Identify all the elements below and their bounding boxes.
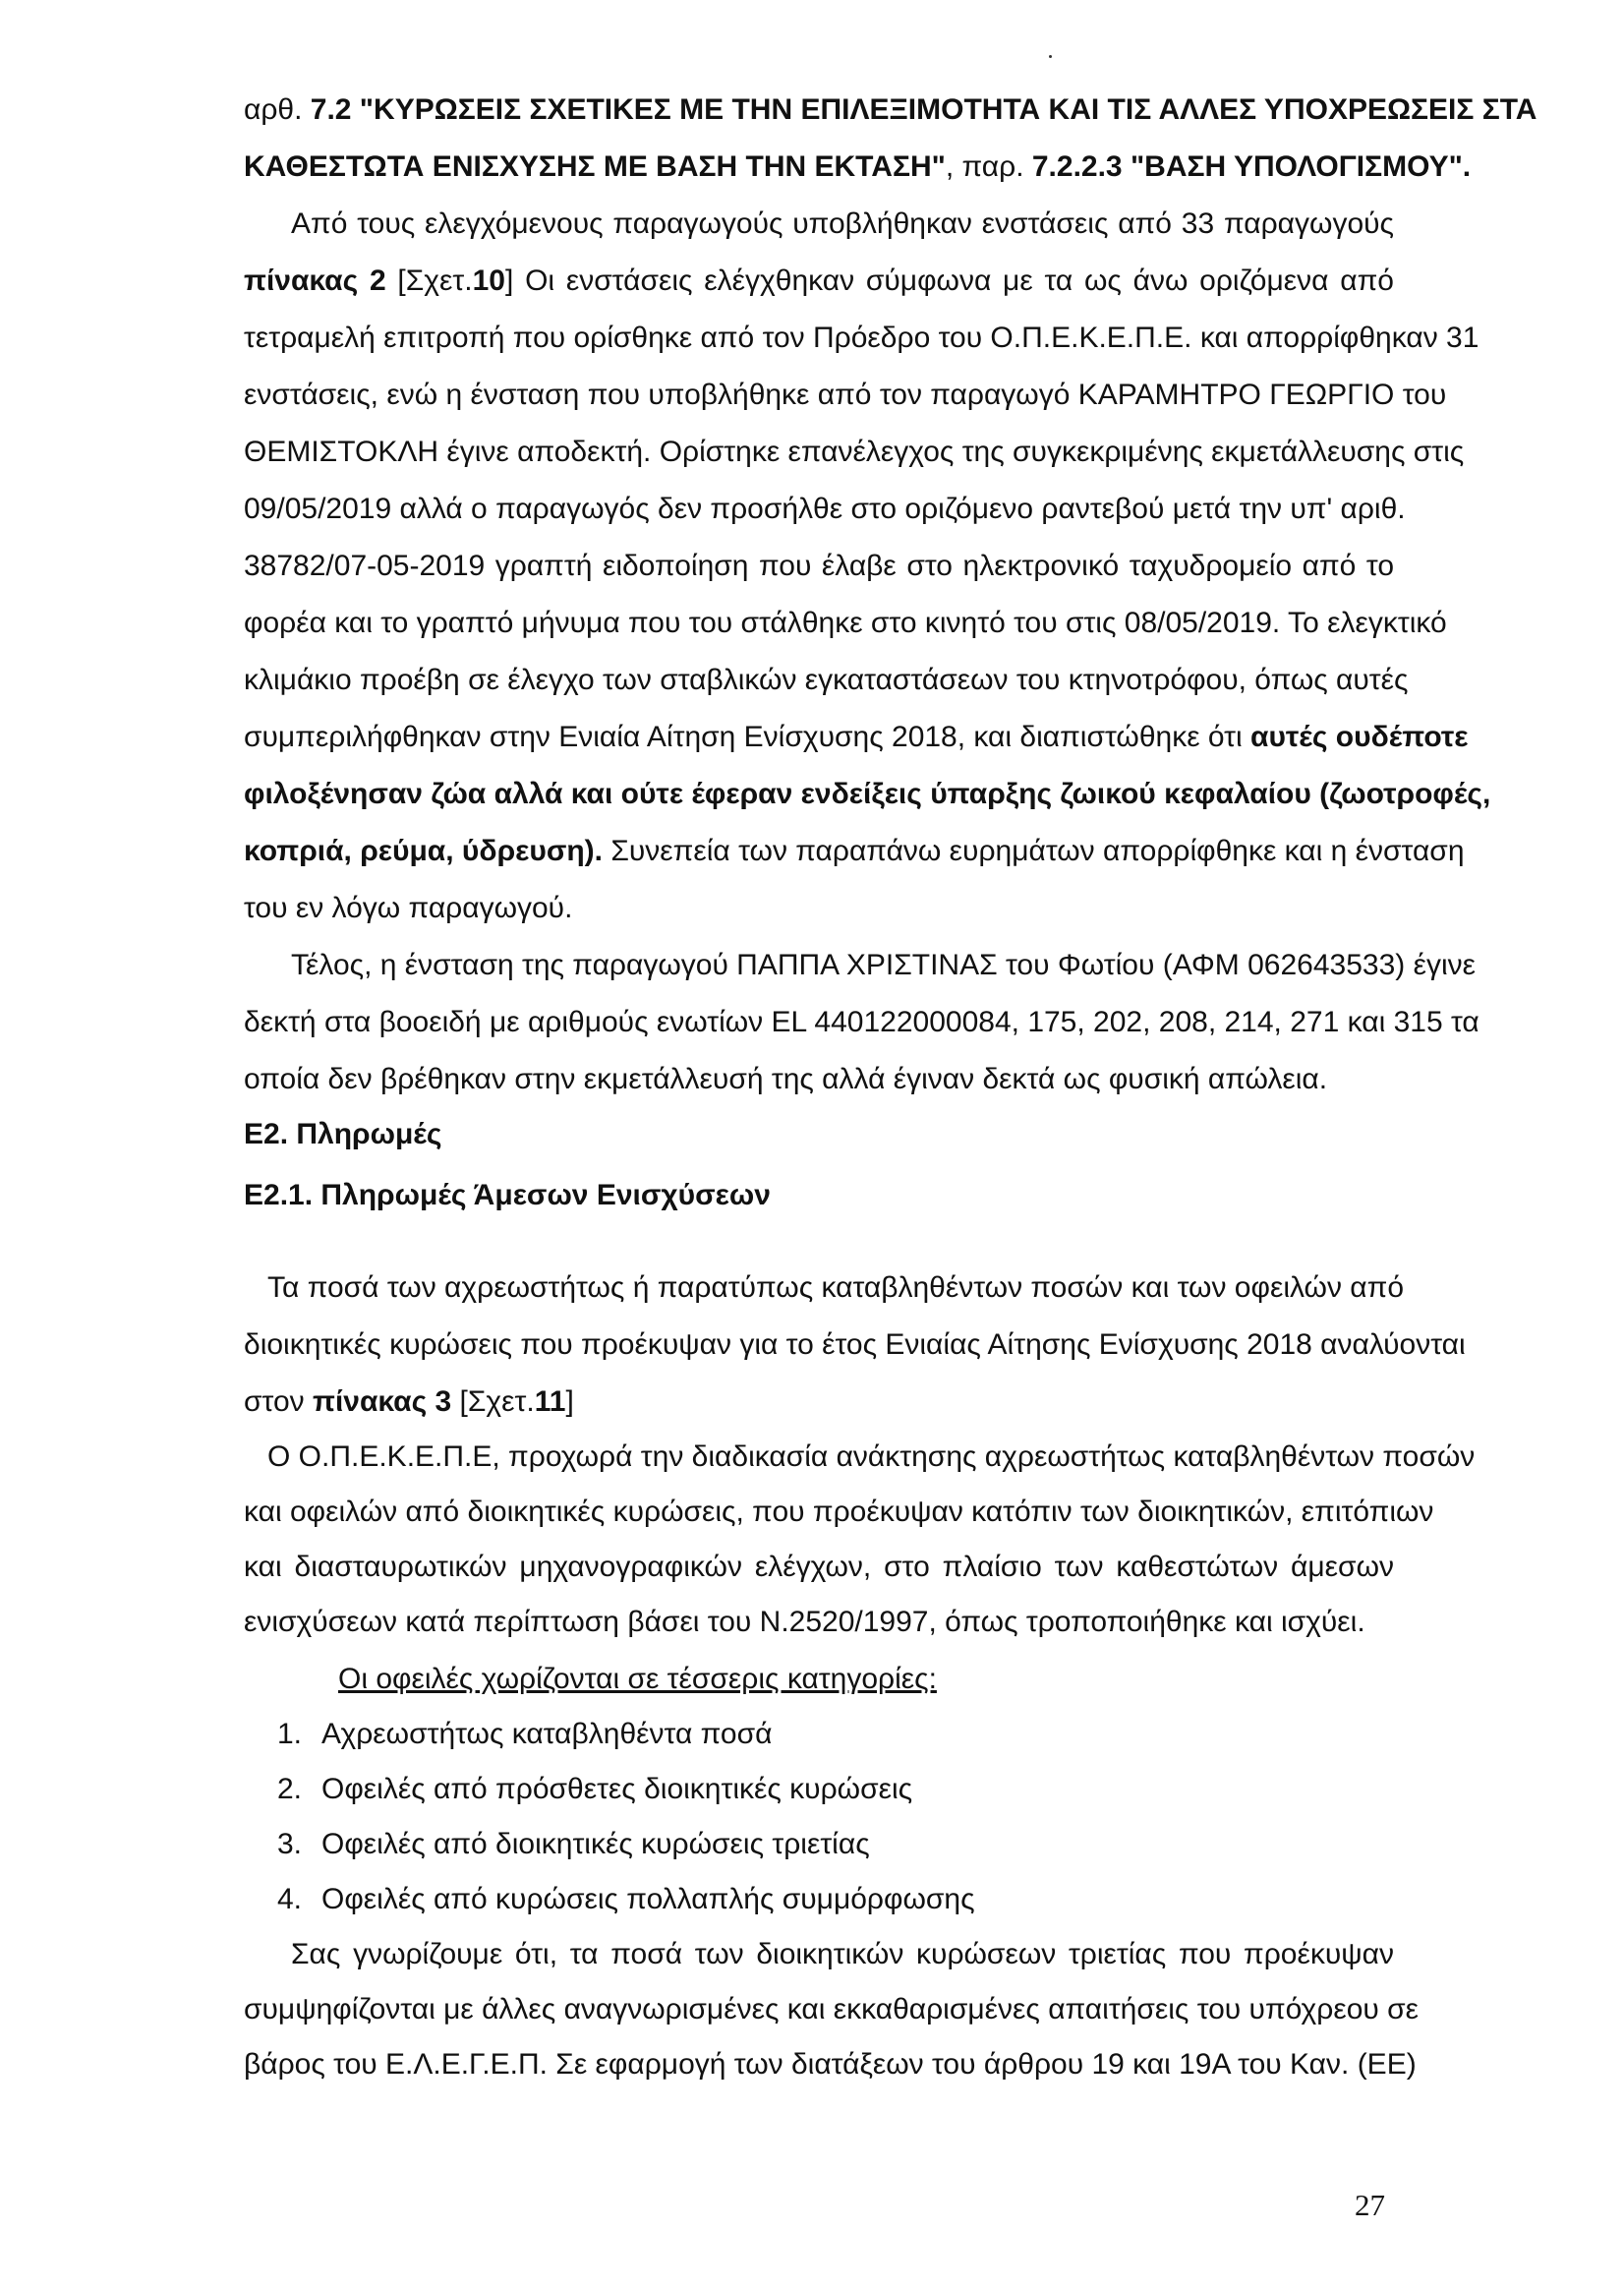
text: στον bbox=[244, 1385, 313, 1418]
list-number: 3. bbox=[277, 1828, 303, 1860]
list-item bbox=[277, 1880, 1427, 1919]
text: , παρ. bbox=[945, 150, 1032, 183]
list-item bbox=[277, 1715, 1427, 1754]
paragraph-line: οποία δεν βρέθηκαν στην εκμετάλλευσή της αλλά έγιναν δεκτά ως φυσική απώλεια. bbox=[244, 1063, 1328, 1095]
text: 7.2.2.3 "ΒΑΣΗ ΥΠΟΛΟΓΙΣΜΟΥ". bbox=[1031, 150, 1472, 183]
paragraph-line: ενισχύσεων κατά περίπτωση βάσει του Ν.2520/1997, όπως τροποποιήθηκε και ισχύει. bbox=[244, 1606, 1365, 1638]
list-text: Οφειλές από διοικητικές κυρώσεις τριετίας bbox=[321, 1828, 870, 1860]
paragraph-line: 38782/07-05-2019 γραπτή ειδοποίηση που έλαβε στο ηλεκτρονικό ταχυδρομείο από το bbox=[244, 550, 1394, 582]
paragraph-line: δεκτή στα βοοειδή με αριθμούς ενωτίων EL 440122000084, 175, 202, 208, 214, 271 και 315 τα bbox=[244, 1006, 1479, 1038]
paragraph-line: Τα ποσά των αχρεωστήτως ή παρατύπως καταβληθέντων ποσών και των οφειλών από bbox=[267, 1271, 1405, 1304]
paragraph-line: Από τους ελεγχόμενους παραγωγούς υποβλήθηκαν ενστάσεις από 33 παραγωγούς bbox=[291, 207, 1394, 240]
text: 10 bbox=[472, 264, 505, 297]
text: αρθ. bbox=[244, 93, 311, 126]
paragraph-line: ενστάσεις, ενώ η ένσταση που υποβλήθηκε από τον παραγωγό ΚΑΡΑΜΗΤΡΟ ΓΕΩΡΓΙΟ του bbox=[244, 379, 1447, 411]
list-title: Οι οφειλές χωρίζονται σε τέσσερις κατηγορίες: bbox=[338, 1663, 937, 1695]
list-number: 1. bbox=[277, 1718, 303, 1750]
paragraph-line: Ο Ο.Π.Ε.Κ.Ε.Π.Ε, προχωρά την διαδικασία ανάκτησης αχρεωστήτως καταβληθέντων ποσών bbox=[267, 1440, 1476, 1473]
text: [Σχετ. bbox=[451, 1385, 535, 1418]
paragraph-line: συμψηφίζονται με άλλες αναγνωρισμένες και εκκαθαρισμένες απαιτήσεις του υπόχρεου σε bbox=[244, 1993, 1420, 2025]
paragraph-line: και διασταυρωτικών μηχανογραφικών ελέγχων, στο πλαίσιο των καθεστώτων άμεσων bbox=[244, 1551, 1394, 1583]
paragraph-line: διοικητικές κυρώσεις που προέκυψαν για το έτος Ενιαίας Αίτησης Ενίσχυσης 2018 αναλύονται bbox=[244, 1328, 1466, 1361]
list-item bbox=[277, 1770, 1427, 1809]
text: συμπεριλήφθηκαν στην Ενιαία Αίτηση Ενίσχυσης 2018, και διαπιστώθηκε ότι bbox=[244, 721, 1251, 753]
paragraph-line: και οφειλών από διοικητικές κυρώσεις, που προέκυψαν κατόπιν των διοικητικών, επιτόπιων bbox=[244, 1496, 1434, 1528]
text: ] bbox=[565, 1385, 574, 1418]
text: 11 bbox=[534, 1385, 566, 1418]
text: κοπριά, ρεύμα, ύδρευση). bbox=[244, 835, 604, 867]
paragraph-line: φορέα και το γραπτό μήνυμα που του στάλθηκε στο κινητό του στις 08/05/2019. Το ελεγκτικό bbox=[244, 607, 1447, 639]
list-text: Οφειλές από κυρώσεις πολλαπλής συμμόρφωσης bbox=[321, 1883, 975, 1915]
paragraph-line: 09/05/2019 αλλά ο παραγωγός δεν προσήλθε στο οριζόμενο ραντεβού μετά την υπ' αριθ. bbox=[244, 493, 1406, 525]
text: πίνακας 2 bbox=[244, 264, 386, 297]
heading-line bbox=[244, 90, 1537, 130]
page-number: 27 bbox=[1355, 2188, 1385, 2222]
paragraph-line: Σας γνωρίζουμε ότι, τα ποσά των διοικητικών κυρώσεων τριετίας που προέκυψαν bbox=[291, 1938, 1394, 1970]
paragraph-line: Τέλος, η ένσταση της παραγωγού ΠΑΠΠΑ ΧΡΙΣΤΙΝΑΣ του Φωτίου (ΑΦΜ 062643533) έγινε bbox=[291, 949, 1477, 981]
text: 7.2 "ΚΥΡΩΣΕΙΣ ΣΧΕΤΙΚΕΣ ΜΕ ΤΗΝ ΕΠΙΛΕΞΙΜΟΤΗΤΑ ΚΑΙ ΤΙΣ ΑΛΛΕΣ ΥΠΟΧΡΕΩΣΕΙΣ ΣΤΑ bbox=[310, 93, 1537, 126]
paragraph-line bbox=[244, 1382, 1394, 1422]
text: ] Οι ενστάσεις ελέγχθηκαν σύμφωνα με τα ως άνω οριζόμενα από bbox=[504, 264, 1394, 297]
list-text: Αχρεωστήτως καταβληθέντα ποσά bbox=[321, 1718, 773, 1750]
text: πίνακας 3 bbox=[312, 1385, 452, 1418]
paragraph-line: βάρος του Ε.Λ.Ε.Γ.Ε.Π. Σε εφαρμογή των διατάξεων του άρθρου 19 και 19Α του Καν. (ΕΕ) bbox=[244, 2048, 1417, 2081]
paragraph-line bbox=[244, 832, 1465, 871]
section-heading: Ε2. Πληρωμές bbox=[244, 1118, 442, 1150]
heading-line bbox=[244, 147, 1472, 187]
text: Συνεπεία των παραπάνω ευρημάτων απορρίφθηκε και η ένσταση bbox=[603, 835, 1465, 867]
list-number: 2. bbox=[277, 1773, 303, 1805]
paragraph-line: ΘΕΜΙΣΤΟΚΛΗ έγινε αποδεκτή. Ορίστηκε επανέλεγχος της συγκεκριμένης εκμετάλλευσης στις bbox=[244, 436, 1465, 468]
paragraph-line bbox=[244, 262, 1394, 301]
paragraph-line: φιλοξένησαν ζώα αλλά και ούτε έφεραν ενδείξεις ύπαρξης ζωικού κεφαλαίου (ζωοτροφές, bbox=[244, 778, 1491, 810]
paragraph-line: κλιμάκιο προέβη σε έλεγχο των σταβλικών εγκαταστάσεων του κτηνοτρόφου, όπως αυτές bbox=[244, 664, 1409, 696]
list-item bbox=[277, 1825, 1427, 1864]
text: ΚΑΘΕΣΤΩΤΑ ΕΝΙΣΧΥΣΗΣ ΜΕ ΒΑΣΗ ΤΗΝ ΕΚΤΑΣΗ" bbox=[244, 150, 946, 183]
paragraph-line: τετραμελή επιτροπή που ορίσθηκε από τον Πρόεδρο του Ο.Π.Ε.Κ.Ε.Π.Ε. και απορρίφθηκαν 31 bbox=[244, 322, 1479, 354]
text: [Σχετ. bbox=[385, 264, 473, 297]
paragraph-line bbox=[244, 718, 1469, 757]
text: αυτές ουδέποτε bbox=[1250, 721, 1469, 753]
paragraph-line: του εν λόγω παραγωγού. bbox=[244, 892, 573, 924]
list-text: Οφειλές από πρόσθετες διοικητικές κυρώσεις bbox=[321, 1773, 913, 1805]
list-number: 4. bbox=[277, 1883, 303, 1915]
scan-speck bbox=[1049, 55, 1052, 58]
section-heading: Ε2.1. Πληρωμές Άμεσων Ενισχύσεων bbox=[244, 1179, 771, 1211]
